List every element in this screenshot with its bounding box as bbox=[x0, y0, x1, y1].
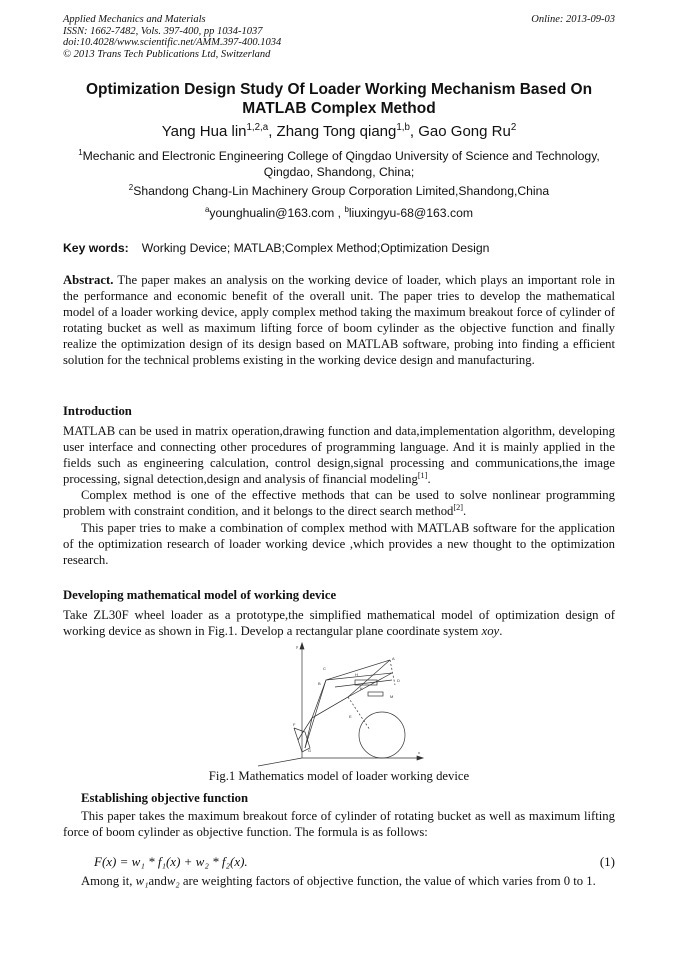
point-label: C bbox=[323, 666, 326, 671]
point-label: M bbox=[390, 694, 394, 699]
keywords-label: Key words: bbox=[63, 241, 129, 255]
point-label: A bbox=[392, 656, 395, 661]
weight-symbol: w₂ bbox=[166, 874, 180, 888]
section-heading-introduction: Introduction bbox=[63, 404, 132, 418]
objective-body bbox=[63, 808, 615, 840]
point-label: K bbox=[360, 686, 363, 691]
bucket-link bbox=[348, 660, 390, 697]
point-label: B bbox=[318, 681, 321, 686]
affiliation-1 bbox=[40, 149, 638, 180]
developing-body: Take ZL30F wheel loader as a prototype,the simplified mathematical model of optimization design of working device as shown in Fig.1. Develop a rectangular plane coordinate system xoy. bbox=[63, 608, 615, 639]
affiliation-line: Mechanic and Electronic Engineering College of Qingdao University of Science and Technology, bbox=[82, 149, 600, 163]
issn-line: ISSN: 1662-7482, Vols. 397-400, pp 1034-1037 bbox=[63, 25, 263, 37]
coordinate-system: xoy bbox=[481, 624, 500, 639]
affiliation-sup: 2 bbox=[128, 182, 134, 192]
figure-1-diagram bbox=[250, 640, 428, 770]
affiliation-2 bbox=[40, 184, 638, 200]
affiliation-line: Shandong Chang-Lin Machinery Group Corporation Limited,Shandong,China bbox=[133, 184, 550, 198]
paragraph-text: MATLAB can be used in matrix operation,drawing function and data,implementation algorithm, developing user interface and connecting other procedures of programming language. And it is mainly applied in the fields such as engineering calculation, control design,signal processing and communications,the image processing, signal detection,design and analysis of financial modeling bbox=[63, 424, 615, 487]
tilt-rod bbox=[326, 673, 392, 680]
paragraph-text: and bbox=[148, 874, 167, 888]
figure-caption: Fig.1 Mathematics model of loader working device bbox=[208, 769, 470, 783]
citation-ref[interactable]: [2] bbox=[453, 503, 464, 513]
title-line-1: Optimization Design Study Of Loader Working Mechanism Based On bbox=[85, 81, 593, 98]
point-label: G bbox=[308, 748, 312, 753]
author-emails: $^a$younghualin@163.com , $^b$liuxingyu-68@163.com bbox=[205, 204, 473, 220]
running-header bbox=[63, 14, 615, 60]
wheel-circle bbox=[359, 712, 405, 758]
x-axis-arrow bbox=[417, 756, 423, 760]
affiliation-line: Qingdao, Shandong, China; bbox=[263, 164, 415, 179]
keywords-text: Working Device; MATLAB;Complex Method;Optimization Design bbox=[141, 241, 490, 255]
abstract-text: The paper makes an analysis on the working device of loader, which plays an important role in the performance and economic benefit of the overall unit. The paper tries to develop the mathematical model of a loader working device, apply complex method taking the maximum breakout force of cylinder of rotating bucket as well as maximum lifting force of boom cylinder as the objective function and finally realize the optimization design of its design based on MATLAB software, probing into finding a efficient solution for the technical problems existing in the working device design and manufacturing. bbox=[63, 273, 615, 368]
paragraph: This paper tries to make a combination of complex method with MATLAB software for the application of the optimization research of loader working device ,which provides a new thought to the optimization research. bbox=[63, 520, 615, 567]
weighting-paragraph bbox=[63, 873, 615, 889]
abstract bbox=[63, 272, 615, 369]
paragraph: This paper takes the maximum breakout force of cylinder of rotating bucket as well as maximum lifting force of boom cylinder as objective function. The formula is as follows: bbox=[63, 809, 615, 840]
point-label: D bbox=[397, 678, 400, 683]
author-sup: 1,b bbox=[396, 122, 410, 133]
online-date: Online: 2013-09-03 bbox=[531, 14, 615, 25]
weight-symbol: w₁ bbox=[135, 874, 149, 888]
author-sup: 1,2,a bbox=[246, 122, 269, 133]
equation-1: F(x) = w₁ * f₁(x) + w₂ * f₂(x). bbox=[94, 854, 248, 869]
copyright-line: © 2013 Trans Tech Publications Ltd, Switzerland bbox=[63, 48, 271, 60]
ground-line bbox=[258, 758, 302, 766]
author-list: Yang Hua lin$^{1,2,a}$, Zhang Tong qiang$^{1,b}$, Gao Gong Ru$^2$ bbox=[161, 122, 517, 140]
upper-link bbox=[305, 660, 390, 748]
doi-line: doi:10.4028/www.scientific.net/AMM.397-400.1034 bbox=[63, 37, 282, 49]
citation-ref[interactable]: [1] bbox=[417, 471, 428, 481]
paragraph-text: are weighting factors of objective function, the value of which varies from 0 to 1. bbox=[182, 874, 596, 888]
journal-name: Applied Mechanics and Materials bbox=[63, 14, 206, 25]
point-label: F bbox=[293, 722, 296, 727]
paragraph-text: Among it, bbox=[81, 874, 133, 888]
author-name: Gao Gong Ru bbox=[418, 123, 511, 140]
point-label: H bbox=[355, 672, 358, 677]
paragraph-text: Take ZL30F wheel loader as a prototype,the simplified mathematical model of optimization design of working device as shown in Fig.1. Develop a rectangular plane coordinate system bbox=[63, 608, 615, 639]
y-axis-arrow bbox=[300, 643, 304, 649]
affiliation-sup: 1 bbox=[78, 147, 83, 157]
section-heading-developing: Developing mathematical model of working device bbox=[63, 588, 337, 602]
email-link[interactable]: younghualin@163.com bbox=[209, 206, 335, 220]
push-rod bbox=[335, 680, 392, 687]
keywords bbox=[63, 241, 489, 255]
email-sup: a bbox=[205, 204, 210, 214]
email-link[interactable]: liuxingyu-68@163.com bbox=[348, 206, 473, 220]
author-sup: 2 bbox=[510, 122, 517, 133]
point-label: E bbox=[349, 714, 352, 719]
author-name: Zhang Tong qiang bbox=[276, 123, 397, 140]
paragraph-text: Complex method is one of the effective methods that can be used to solve nonlinear programming problem with constraint condition, and it belongs to the direct search method bbox=[63, 488, 615, 519]
paragraph: Complex method is one of the effective methods that can be used to solve nonlinear programming problem with constraint condition, and it belongs to the direct search method[2]. bbox=[63, 488, 615, 519]
bucket-arm bbox=[298, 718, 312, 740]
axis-label: x bbox=[418, 750, 420, 755]
boom-cylinder bbox=[368, 692, 383, 696]
abstract-label: Abstract. bbox=[63, 273, 114, 287]
axis-label: y bbox=[296, 644, 298, 649]
dashed-line bbox=[390, 660, 395, 685]
email-sup: b bbox=[344, 204, 349, 214]
paragraph: MATLAB can be used in matrix operation,drawing function and data,implementation algorithm, developing user interface and connecting other procedures of programming language. And it is mainly applied in the fields such as engineering calculation, control design,signal processing and communications,the image processing, signal detection,design and analysis of financial modeling[1]. bbox=[63, 424, 615, 487]
equation-number: (1) bbox=[599, 854, 615, 869]
introduction-body bbox=[63, 423, 615, 568]
paper-title bbox=[40, 80, 638, 118]
author-name: Yang Hua lin bbox=[161, 123, 247, 140]
title-line-2: MATLAB Complex Method bbox=[242, 100, 436, 117]
subsection-heading-objective: Establishing objective function bbox=[81, 791, 249, 805]
